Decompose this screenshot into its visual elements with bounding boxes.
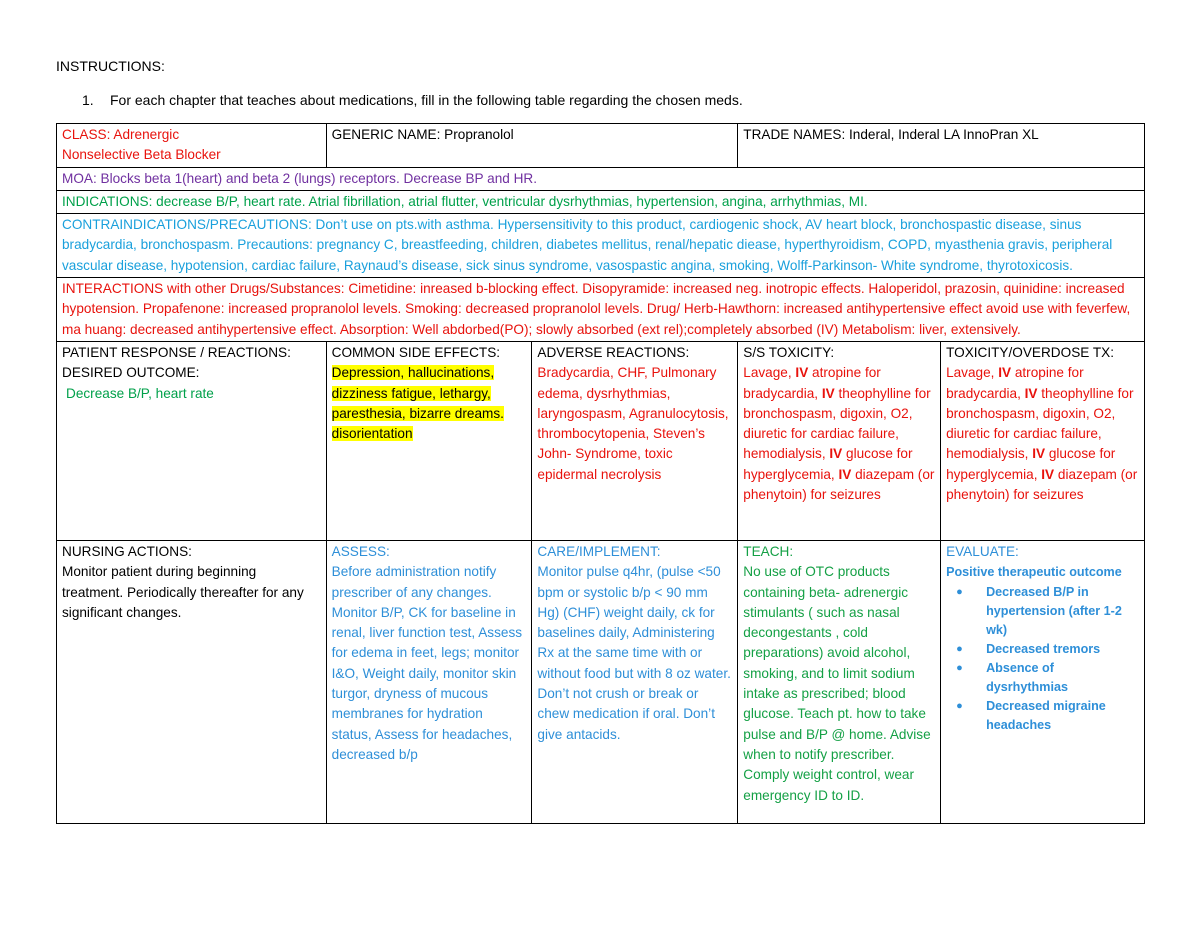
- cell-interactions: INTERACTIONS with other Drugs/Substances: Cimetidine: inreased b-blocking effect. Disopyramide: increased neg. inotropic effects. Haloperidol, prazosin, quinidine: increased hypotension. Propafenone: increased propranolol levels. Smoking: decreased propranolol levels. Drug/ Herb-Hawthorn: increased antihypertensive effect avoid use with feverfew, ma huang: decreased antihypertensive effect. Absorption: Well abdorbed(PO); slowly absorbed (ext rel);completely absorbed (IV) Metabolism: liver, extensively.: [57, 278, 1145, 342]
- cell-patient-response: [57, 341, 327, 540]
- cell-generic-name: [326, 124, 738, 168]
- toxicity-text: atropine for bradycardia,: [743, 365, 881, 401]
- toxicity-text: diazepam (or phenytoin) for seizures: [743, 466, 935, 503]
- overdose-iv: IV: [1024, 385, 1038, 401]
- evaluate-heading: Positive therapeutic outcome: [946, 565, 1122, 580]
- overdose-iv: IV: [998, 365, 1012, 381]
- side-effects-label: COMMON SIDE EFFECTS:: [331, 344, 501, 360]
- cell-side-effects: [326, 341, 532, 540]
- class-label: CLASS: Adrenergic: [62, 127, 180, 142]
- cell-trade-names: [738, 124, 1145, 168]
- overdose-iv: IV: [1041, 466, 1055, 482]
- row-moa: [57, 167, 1145, 190]
- teach-value: No use of OTC products containing beta- adrenergic stimulants ( such as nasal decongestants , cold preparations) avoid alcohol, smoking, and to limit sodium intake as prescribed; blood glucose. Teach pt. how to take pulse and B/P @ home. Advise when to notify prescriber. Comply weight control, wear emergency ID to ID.: [743, 564, 931, 803]
- desired-outcome-value: Decrease B/P, heart rate: [66, 385, 214, 401]
- row-indications: [57, 190, 1145, 213]
- teach-label: TEACH:: [743, 543, 794, 559]
- instructions-title: INSTRUCTIONS:: [56, 58, 165, 74]
- trade-value: Inderal, Inderal LA InnoPran XL: [845, 127, 1039, 142]
- adverse-value: Bradycardia, CHF, Pulmonary edema, dysrhythmias, laryngospasm, Agranulocytosis, thrombocytopenia, Steven’s John- Syndrome, toxic epidermal necrolysis: [537, 365, 729, 482]
- cell-care-implement: [532, 540, 738, 823]
- overdose-value: [946, 363, 1139, 505]
- evaluate-item: ● Absence of dysrhythmias: [986, 659, 1139, 697]
- care-value: Monitor pulse q4hr, (pulse <50 bpm or systolic b/p < 90 mm Hg) (CHF) weight daily, ck for baselines daily, Administering Rx at the same time with or without food but with 8 oz water. Don’t not crush or break or chew medication if oral. Don’t give antacids.: [537, 564, 731, 742]
- cell-nursing-actions: [57, 540, 327, 823]
- overdose-text: diazepam (or phenytoin) for seizures: [946, 466, 1138, 503]
- nursing-value: Monitor patient during beginning treatment. Periodically thereafter for any significant changes.: [62, 564, 304, 620]
- adverse-label: ADVERSE REACTIONS:: [537, 344, 690, 360]
- cell-assess: [326, 540, 532, 823]
- overdose-iv: IV: [1032, 446, 1046, 462]
- toxicity-iv: IV: [821, 385, 835, 401]
- cell-contraindications: CONTRAINDICATIONS/PRECAUTIONS: Don’t use on pts.with asthma. Hypersensitivity to this product, cardiogenic shock, AV heart block, bronchospastic disease, sinus bradycardia, bronchospasm. Precautions: pregnancy C, breastfeeding, children, diabetes mellitus, renal/hepatic diease, hyperthyroidism, COPD, myasthenia gravis, peripheral vascular disease, hypotension, cardiac failure, Raynaud’s disease, sick sinus syndrome, vasospastic angina, smoking, Wolff-Parkinson- White syndrome, thyrotoxicosis.: [57, 214, 1145, 278]
- cell-evaluate: [941, 540, 1145, 823]
- overdose-text: theophylline for bronchospasm, digoxin, O2, diuretic for cardiac failure, hemodialysis,: [946, 385, 1134, 462]
- row-contraindications: [57, 214, 1145, 278]
- medication-table: [56, 123, 1145, 824]
- overdose-text: atropine for bradycardia,: [946, 365, 1084, 401]
- cell-teach: [738, 540, 941, 823]
- toxicity-text: theophylline for bronchospasm, digoxin, O2, diuretic for cardiac failure, hemodialysis,: [743, 385, 931, 462]
- side-effects-text: Depression, hallucinations, dizziness fatigue, lethargy, paresthesia, bizarre dreams. disorientation: [331, 365, 504, 442]
- generic-value: Propranolol: [440, 127, 514, 142]
- cell-indications: INDICATIONS: decrease B/P, heart rate. Atrial fibrillation, atrial flutter, ventricular dysrhythmias, hypertension, angina, arrhythmias, MI.: [57, 190, 1145, 213]
- class-value: Nonselective Beta Blocker: [62, 147, 221, 163]
- cell-toxicity: [738, 341, 941, 540]
- toxicity-value: [743, 363, 935, 505]
- cell-class: [57, 124, 327, 168]
- assess-value: Before administration notify prescriber of any changes. Monitor B/P, CK for baseline in renal, liver function test, Assess for edema in feet, legs; monitor I&O, Weight daily, monitor skin turgor, dryness of mucous membranes for hydration status, Assess for headaches, decreased b/p: [331, 564, 523, 762]
- toxicity-label: S/S TOXICITY:: [743, 344, 835, 360]
- desired-outcome-label: DESIRED OUTCOME:: [62, 365, 200, 381]
- overdose-text: glucose for hyperglycemia,: [946, 446, 1116, 482]
- row-interactions: [57, 278, 1145, 342]
- trade-label: TRADE NAMES:: [743, 127, 846, 142]
- cell-adverse-reactions: [532, 341, 738, 540]
- row-nursing-actions: [57, 540, 1145, 823]
- overdose-label: TOXICITY/OVERDOSE TX:: [946, 344, 1115, 360]
- evaluate-item: ● Decreased B/P in hypertension (after 1-2 wk): [986, 583, 1139, 640]
- side-effects-value: [332, 363, 527, 444]
- generic-label: GENERIC NAME:: [331, 127, 441, 142]
- evaluate-label: EVALUATE:: [946, 543, 1019, 559]
- evaluate-item: ● Decreased tremors: [986, 640, 1139, 659]
- cell-moa: MOA: Blocks beta 1(heart) and beta 2 (lungs) receptors. Decrease BP and HR.: [57, 167, 1145, 190]
- instructions-item-text: For each chapter that teaches about medications, fill in the following table regarding the chosen meds.: [110, 92, 743, 108]
- care-label: CARE/IMPLEMENT:: [537, 543, 661, 559]
- toxicity-iv: IV: [838, 466, 852, 482]
- assess-label: ASSESS:: [331, 543, 390, 559]
- toxicity-text: Lavage,: [743, 365, 796, 381]
- nursing-label: NURSING ACTIONS:: [62, 543, 192, 559]
- overdose-text: Lavage,: [946, 365, 999, 381]
- evaluate-item: ● Decreased migraine headaches: [986, 697, 1139, 735]
- instructions-item-number: 1.: [82, 92, 94, 108]
- toxicity-text: glucose for hyperglycemia,: [743, 446, 913, 482]
- evaluate-list: [946, 583, 1139, 735]
- toxicity-iv: IV: [795, 365, 809, 381]
- cell-overdose: [941, 341, 1145, 540]
- instructions-item: [82, 92, 743, 108]
- toxicity-iv: IV: [829, 446, 843, 462]
- patient-response-label: PATIENT RESPONSE / REACTIONS:: [62, 344, 291, 360]
- row-patient-response: [57, 341, 1145, 540]
- row-class: [57, 124, 1145, 168]
